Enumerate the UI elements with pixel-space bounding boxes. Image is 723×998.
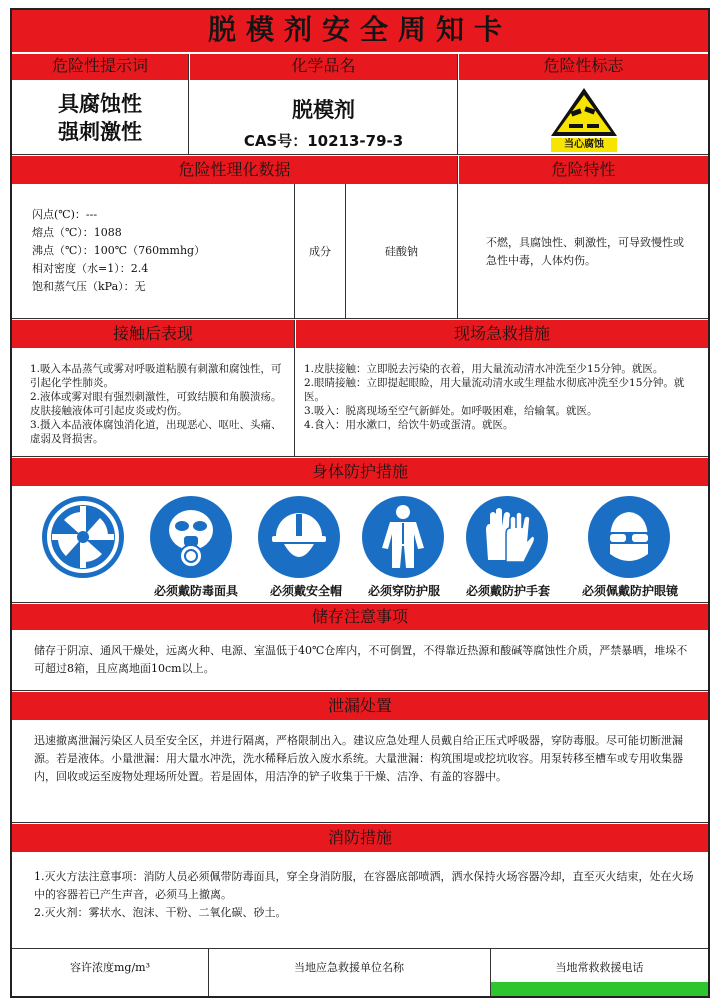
label-gloves: 必须戴防护手套 [465,584,550,598]
header-exposure: 接触后表现 [12,320,294,348]
header-physchem: 危险性理化数据 [12,156,457,184]
cas-number: CAS号：10213-79-3 [243,132,404,150]
hazard-props-text: 不燃，具腐蚀性、刺激性，可导致慢性或急性中毒，人体灼伤。 [486,236,684,267]
header-hazard-sign: 危险性标志 [459,54,708,80]
physchem-line: 饱和蒸气压（kPa）：无 [32,280,146,293]
gas-mask-icon [150,496,232,578]
component-value: 硅酸钠 [385,245,418,258]
label-goggles: 必须佩戴防护眼镜 [581,584,678,598]
physchem-line: 沸点（℃）：100℃（760mmhg） [32,244,206,257]
footer-rescue-phone: 当地常救救援电话 [555,961,644,974]
physchem-line: 闪点(℃)：--- [32,208,98,221]
gloves-icon [466,496,548,578]
header-chem-name: 化学品名 [190,54,457,80]
header-storage: 储存注意事项 [12,604,708,630]
goggles-icon [588,496,670,578]
exposure-text: 1.吸入本品蒸气或雾对呼吸道粘膜有刺激和腐蚀性，可引起化学性肺炎。 2.液体或雾对眼有强烈刺激性，可致结膜和角膜溃疡。皮肤接触液体可引起皮炎或灼伤。 3.摄入本品液体腐蚀消化道，出现恶心、呕吐、头痛、虚弱及肾损害。 [30,363,282,445]
protective-suit-icon [362,496,444,578]
card-title: 脱模剂安全周知卡 [12,10,708,52]
label-gas-mask: 必须戴防毒面具 [153,584,238,598]
hazard-word-2: 强刺激性 [58,120,142,144]
chemical-cell [190,82,457,154]
header-fire: 消防措施 [12,824,708,852]
header-hazard-props: 危险特性 [459,156,708,184]
physchem-line: 相对密度（水=1）：2.4 [32,262,149,275]
respirator-fan-icon [42,496,124,578]
hazard-word-1: 具腐蚀性 [58,92,142,116]
component-label: 成分 [309,245,331,258]
physchem-line: 熔点（℃）：1088 [32,226,122,239]
header-leak: 泄漏处置 [12,692,708,720]
safety-card [10,8,710,998]
hazard-words-cell [12,82,188,154]
safety-helmet-icon [258,496,340,578]
hazard-sign-cell [459,82,708,154]
header-protection: 身体防护措施 [12,458,708,486]
header-hazard-words: 危险性提示词 [12,54,188,80]
label-helmet: 必须戴安全帽 [269,584,342,598]
label-suit: 必须穿防护服 [367,584,440,598]
fire-text: 1.灭火方法注意事项：消防人员必须佩带防毒面具，穿全身消防服，在容器底部喷洒，洒水保持火场容器冷却，直至灭火结束，处在火场中的容器若已产生声音，必须马上撤离。 2.灭火剂：雾状水、泡沫、干粉、二氧化碳、砂土。 [34,870,694,919]
corrosion-warning-icon [549,86,619,138]
storage-text: 储存于阴凉、通风干燥处，远离火种、电源、室温低于40℃仓库内，不可倒置，不得靠近热源和酸碱等腐蚀性介质，严禁暴晒，堆垛不可超过8箱，且应离地面10cm以上。 [34,644,688,675]
chemical-name: 脱模剂 [292,98,355,122]
leak-text: 迅速撤离泄漏污染区人员至安全区，并进行隔离，严格限制出入。建议应急处理人员戴自给正压式呼吸器，穿防毒服。尽可能切断泄漏源。若是液体。小量泄漏：用大量水冲洗，洗水稀释后放入废水系统。大量泄漏：构筑围堤或挖坑收容。用泵转移至槽车或专用收集器内，回收或运至废物处理场所处置。若是固体，用洁净的铲子收集于干燥、洁净、有盖的容器中。 [34,734,683,783]
first-aid-text: 1.皮肤接触：立即脱去污染的衣着，用大量流动清水冲洗至少15分钟。就医。 2.眼睛接触：立即提起眼睑，用大量流动清水或生理盐水彻底冲洗至少15分钟。就医。 3.吸入：脱离现场至空气新鲜处。如呼吸困难，给输氧。就医。 4.食入：用水漱口，给饮牛奶或蛋清。就医。 [304,363,685,431]
footer-rescue-unit: 当地应急救援单位名称 [294,961,404,974]
physchem-list [32,206,292,306]
sign-label: 当心腐蚀 [551,138,617,152]
header-first-aid: 现场急救措施 [296,320,708,348]
footer-green-bar [491,982,708,998]
footer-concentration: 容许浓度mg/m³ [69,961,151,974]
